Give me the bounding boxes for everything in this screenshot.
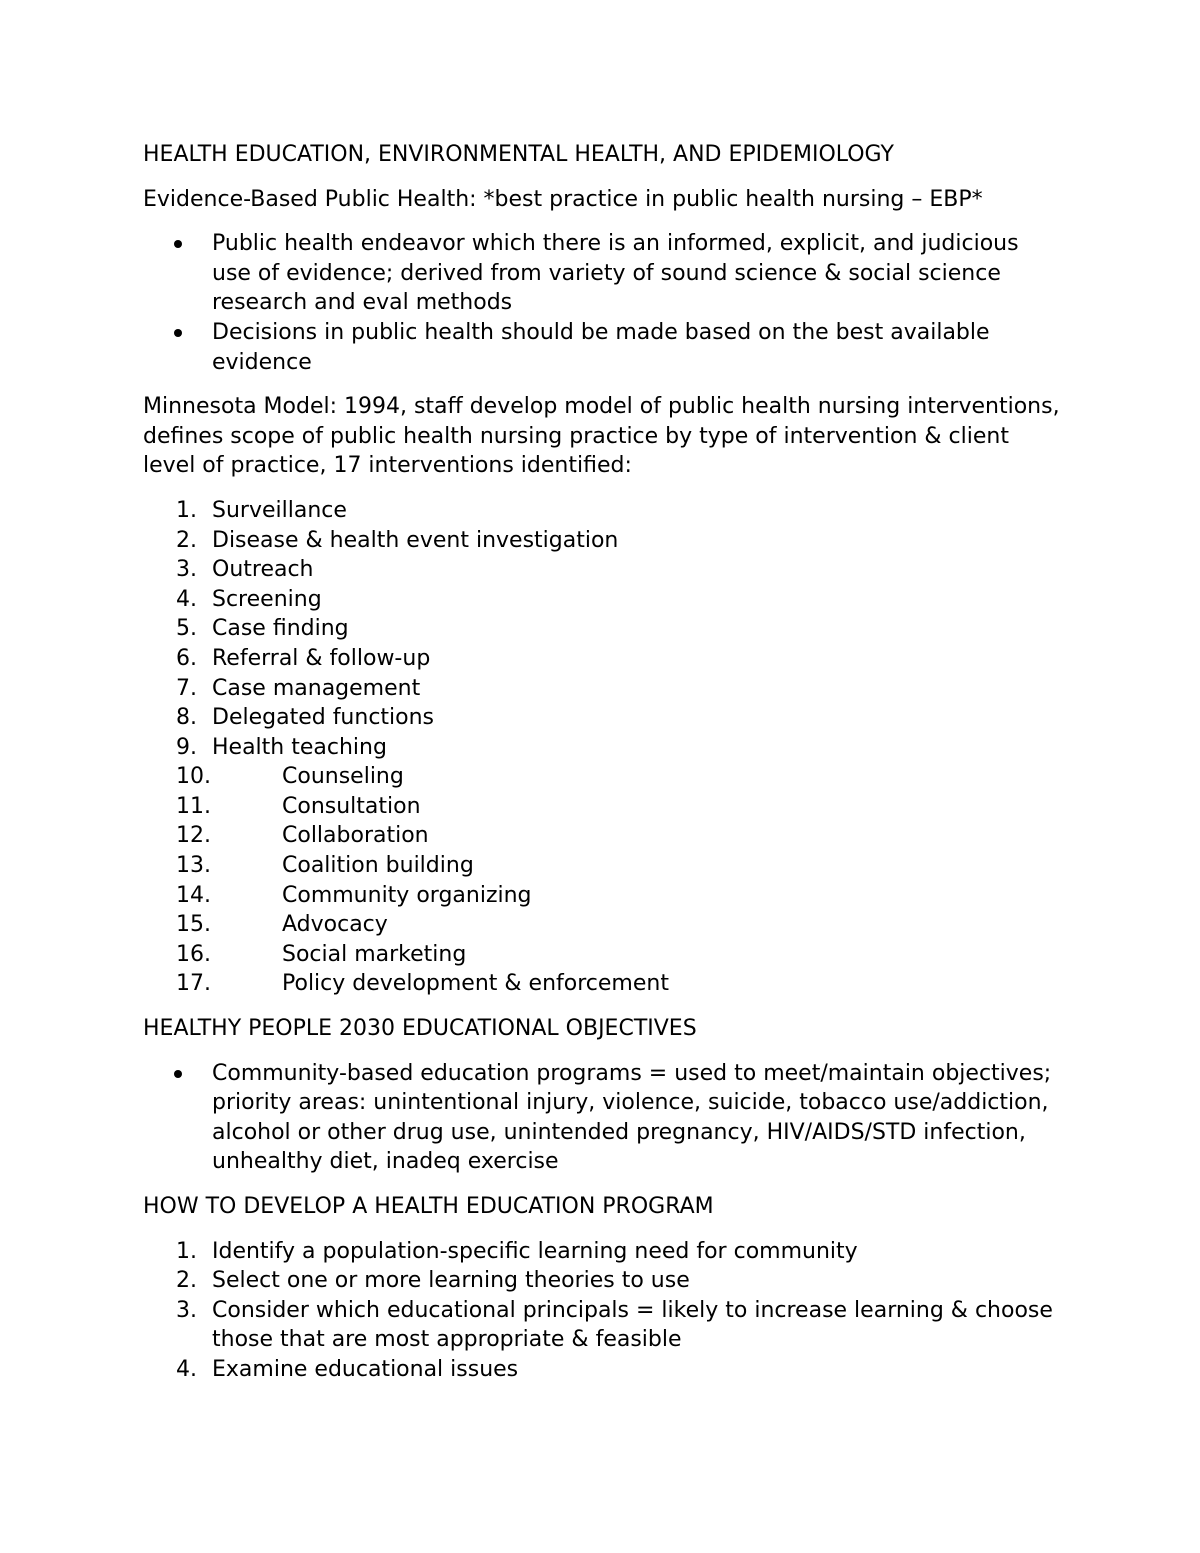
list-item	[143, 851, 1063, 881]
list-item-text: Social marketing	[282, 941, 467, 967]
list-item	[143, 910, 1063, 940]
document-page	[143, 140, 1063, 1400]
list-number: 3.	[176, 557, 197, 583]
list-number: 17.	[176, 971, 211, 997]
list-number: 12.	[176, 823, 211, 849]
list-item	[143, 555, 1063, 585]
list-number: 15.	[176, 912, 211, 938]
list-number: 4.	[176, 586, 197, 612]
list-item-text: Select one or more learning theories to use	[212, 1268, 690, 1294]
list-item-text: Decisions in public health should be made based on the best available evidence	[212, 319, 990, 375]
list-item	[143, 1355, 1063, 1385]
list-number: 2.	[176, 1268, 197, 1294]
list-number: 1.	[176, 1238, 197, 1264]
list-item	[143, 1266, 1063, 1296]
list-item	[143, 940, 1063, 970]
list-number: 7.	[176, 675, 197, 701]
healthy-people-bullet-list	[143, 1059, 1063, 1177]
list-item-text: Advocacy	[282, 912, 388, 938]
list-item-text: Health teaching	[212, 734, 387, 760]
list-item	[143, 969, 1063, 999]
list-item-text: Screening	[212, 586, 322, 612]
ebph-bullet-list	[143, 229, 1063, 377]
list-item	[143, 762, 1063, 792]
list-item	[143, 881, 1063, 911]
list-item-text: Counseling	[282, 764, 404, 790]
list-number: 1.	[176, 497, 197, 523]
develop-program-steps	[143, 1237, 1063, 1385]
list-item	[143, 318, 1063, 377]
list-item-text: Consider which educational principals = likely to increase learning & choose those that are most appropriate & feasible	[212, 1297, 1053, 1353]
list-item	[143, 1059, 1063, 1177]
list-item	[143, 614, 1063, 644]
list-number: 6.	[176, 645, 197, 671]
list-item	[143, 1296, 1063, 1355]
document-title: HEALTH EDUCATION, ENVIRONMENTAL HEALTH, AND EPIDEMIOLOGY	[143, 142, 894, 167]
list-item	[143, 733, 1063, 763]
list-item-text: Outreach	[212, 557, 314, 583]
list-item	[143, 1237, 1063, 1267]
list-item-text: Delegated functions	[212, 705, 435, 731]
list-number: 10.	[176, 764, 211, 790]
list-item	[143, 792, 1063, 822]
list-item-text: Policy development & enforcement	[282, 971, 669, 997]
list-number: 4.	[176, 1356, 197, 1382]
interventions-list	[143, 496, 1063, 999]
list-item	[143, 585, 1063, 615]
list-number: 3.	[176, 1297, 197, 1323]
list-item	[143, 229, 1063, 318]
list-item-text: Referral & follow-up	[212, 645, 431, 671]
list-item-text: Consultation	[282, 793, 421, 819]
list-item-text: Surveillance	[212, 497, 347, 523]
list-number: 5.	[176, 616, 197, 642]
list-item-text: Public health endeavor which there is an informed, explicit, and judicious use of evidence; derived from variety of sound science & social science research and eval methods	[212, 231, 1019, 316]
list-item-text: Community-based education programs = used to meet/maintain objectives; priority areas: unintentional injury, violence, suicide, tobacco use/addiction, alcohol or other drug use, unintended pregnancy, HIV/AIDS/STD infection, unhealthy diet, inadeq exercise	[212, 1060, 1052, 1175]
list-item-text: Disease & health event investigation	[212, 527, 619, 553]
list-number: 14.	[176, 882, 211, 908]
list-item	[143, 821, 1063, 851]
develop-program-heading: HOW TO DEVELOP A HEALTH EDUCATION PROGRAM	[143, 1194, 714, 1219]
list-number: 9.	[176, 734, 197, 760]
list-number: 13.	[176, 853, 211, 879]
list-item-text: Identify a population-specific learning need for community	[212, 1238, 858, 1264]
list-item	[143, 496, 1063, 526]
list-item-text: Case finding	[212, 616, 349, 642]
list-item-text: Collaboration	[282, 823, 429, 849]
list-number: 2.	[176, 527, 197, 553]
healthy-people-heading: HEALTHY PEOPLE 2030 EDUCATIONAL OBJECTIVES	[143, 1016, 697, 1042]
list-item	[143, 644, 1063, 674]
list-number: 8.	[176, 705, 197, 731]
list-number: 11.	[176, 793, 211, 819]
list-item	[143, 674, 1063, 704]
ebph-intro: Evidence-Based Public Health: *best practice in public health nursing – EBP*	[143, 186, 983, 212]
list-item-text: Coalition building	[282, 853, 474, 879]
list-item-text: Examine educational issues	[212, 1356, 519, 1382]
list-item-text: Community organizing	[282, 882, 532, 908]
list-number: 16.	[176, 941, 211, 967]
list-item	[143, 703, 1063, 733]
list-item	[143, 526, 1063, 556]
minnesota-model-intro: Minnesota Model: 1994, staff develop model of public health nursing interventions, defines scope of public health nursing practice by type of intervention & client level of practice, 17 interventions identified:	[143, 394, 1060, 479]
list-item-text: Case management	[212, 675, 421, 701]
